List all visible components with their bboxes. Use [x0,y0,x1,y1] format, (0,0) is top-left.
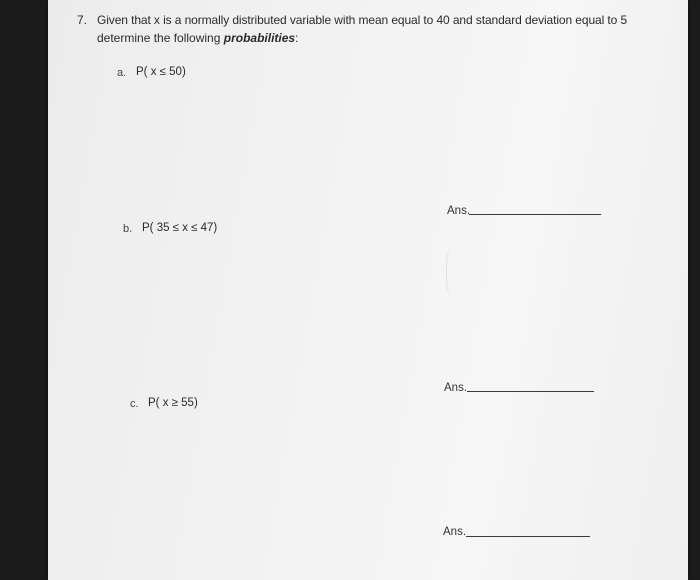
answer-b-line[interactable] [467,391,594,392]
answer-c-line[interactable] [466,536,590,537]
question-text-line1: Given that x is a normally distributed variable with mean equal to 40 and standard deviation equal to 5 [97,13,628,27]
part-b-letter: b. [123,223,133,235]
answer-c-label: Ans. [443,526,467,538]
part-a-letter: a. [117,67,127,79]
answer-a-label: Ans. [447,205,471,217]
question-text-suffix: : [295,31,299,45]
worksheet-page [48,0,688,580]
question-text-prefix: determine the following [97,31,224,45]
answer-b-label: Ans. [444,382,468,394]
part-b-expression: P( 35 ≤ x ≤ 47) [142,222,218,234]
part-c-expression: P( x ≥ 55) [148,397,198,409]
answer-a-line[interactable] [469,214,601,215]
faint-pencil-mark [446,247,461,297]
part-a-expression: P( x ≤ 50) [136,66,186,78]
question-number: 7. [77,13,88,27]
question-text-line2 [97,31,298,45]
part-c-letter: c. [130,398,139,410]
question-text-emphasis: probabilities [223,31,296,45]
